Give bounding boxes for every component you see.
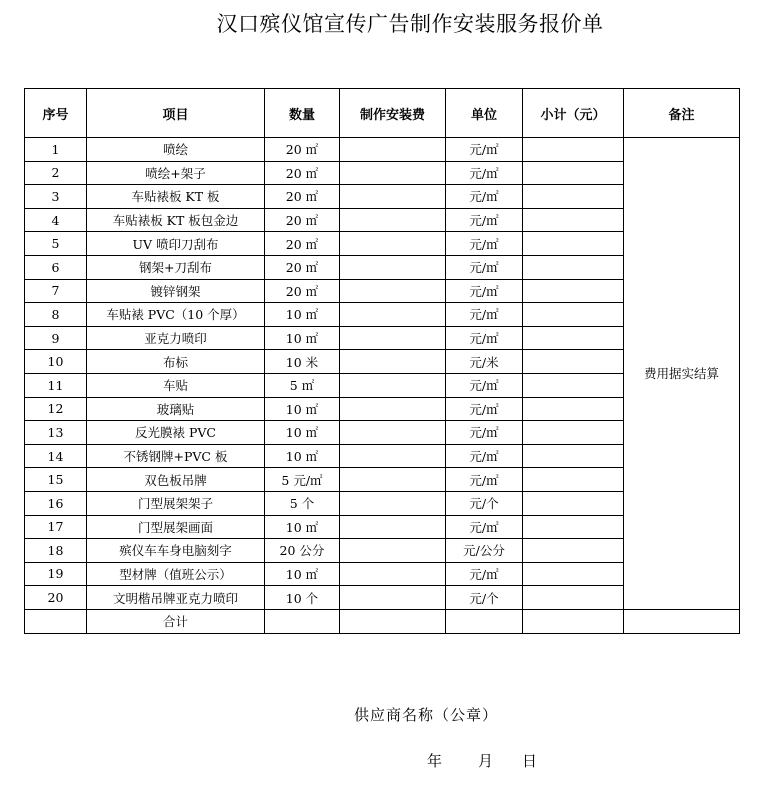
total-subtotal	[523, 609, 624, 633]
row-fee	[340, 373, 446, 397]
row-qty: 20 ㎡	[265, 185, 340, 209]
row-item: 殡仪车车身电脑刻字	[87, 539, 265, 563]
row-qty: 5 元/㎡	[265, 468, 340, 492]
supplier-label: 供应商名称（公章）	[354, 706, 499, 724]
row-qty: 20 ㎡	[265, 232, 340, 256]
row-fee	[340, 303, 446, 327]
row-no: 19	[25, 562, 87, 586]
date-year: 年	[427, 752, 443, 770]
row-subtotal	[523, 444, 624, 468]
row-subtotal	[523, 161, 624, 185]
row-subtotal	[523, 421, 624, 445]
quote-table	[24, 88, 740, 634]
row-subtotal	[523, 397, 624, 421]
row-qty: 5 ㎡	[265, 373, 340, 397]
total-unit	[446, 609, 523, 633]
row-fee	[340, 326, 446, 350]
header-unit: 单位	[446, 89, 523, 138]
row-no: 5	[25, 232, 87, 256]
row-subtotal	[523, 255, 624, 279]
row-qty: 20 ㎡	[265, 279, 340, 303]
row-item: 门型展架画面	[87, 515, 265, 539]
row-unit: 元/㎡	[446, 444, 523, 468]
row-fee	[340, 350, 446, 374]
row-qty: 5 个	[265, 491, 340, 515]
row-subtotal	[523, 232, 624, 256]
row-fee	[340, 232, 446, 256]
header-qty: 数量	[265, 89, 340, 138]
row-subtotal	[523, 586, 624, 610]
row-unit: 元/米	[446, 350, 523, 374]
row-item: 钢架+刀刮布	[87, 255, 265, 279]
header-row	[25, 89, 740, 138]
row-item: 车贴裱 PVC（10 个厚）	[87, 303, 265, 327]
row-item: 玻璃贴	[87, 397, 265, 421]
row-item: 镀锌钢架	[87, 279, 265, 303]
row-item: 亚克力喷印	[87, 326, 265, 350]
row-item: 车贴裱板 KT 板	[87, 185, 265, 209]
row-qty: 20 公分	[265, 539, 340, 563]
row-fee	[340, 586, 446, 610]
row-unit: 元/个	[446, 586, 523, 610]
row-fee	[340, 491, 446, 515]
header-no: 序号	[25, 89, 87, 138]
header-remark: 备注	[624, 89, 740, 138]
row-unit: 元/㎡	[446, 303, 523, 327]
row-no: 17	[25, 515, 87, 539]
row-item: 喷绘	[87, 138, 265, 162]
date-day: 日	[522, 752, 538, 770]
row-qty: 10 ㎡	[265, 326, 340, 350]
row-fee	[340, 515, 446, 539]
row-unit: 元/㎡	[446, 232, 523, 256]
row-fee	[340, 208, 446, 232]
row-no: 10	[25, 350, 87, 374]
row-item: 喷绘+架子	[87, 161, 265, 185]
row-unit: 元/㎡	[446, 468, 523, 492]
row-no: 13	[25, 421, 87, 445]
row-unit: 元/㎡	[446, 208, 523, 232]
row-no: 3	[25, 185, 87, 209]
row-fee	[340, 539, 446, 563]
row-subtotal	[523, 138, 624, 162]
row-qty: 10 ㎡	[265, 421, 340, 445]
row-item: 型材牌（值班公示）	[87, 562, 265, 586]
row-qty: 20 ㎡	[265, 161, 340, 185]
row-unit: 元/㎡	[446, 373, 523, 397]
row-subtotal	[523, 185, 624, 209]
row-no: 2	[25, 161, 87, 185]
row-qty: 10 ㎡	[265, 562, 340, 586]
row-fee	[340, 185, 446, 209]
row-item: 门型展架架子	[87, 491, 265, 515]
document-title: 汉口殡仪馆宣传广告制作安装服务报价单	[216, 12, 604, 36]
date-month: 月	[478, 752, 494, 770]
row-subtotal	[523, 491, 624, 515]
row-no: 6	[25, 255, 87, 279]
row-fee	[340, 138, 446, 162]
row-subtotal	[523, 562, 624, 586]
total-qty	[265, 609, 340, 633]
header-fee: 制作安装费	[340, 89, 446, 138]
row-unit: 元/个	[446, 491, 523, 515]
row-no: 14	[25, 444, 87, 468]
row-unit: 元/㎡	[446, 326, 523, 350]
total-row	[25, 609, 740, 633]
row-qty: 10 ㎡	[265, 515, 340, 539]
row-subtotal	[523, 279, 624, 303]
row-no: 12	[25, 397, 87, 421]
row-fee	[340, 279, 446, 303]
total-no	[25, 609, 87, 633]
row-qty: 10 ㎡	[265, 444, 340, 468]
row-unit: 元/㎡	[446, 562, 523, 586]
row-unit: 元/㎡	[446, 397, 523, 421]
row-fee	[340, 255, 446, 279]
row-unit: 元/㎡	[446, 161, 523, 185]
row-qty: 10 米	[265, 350, 340, 374]
row-item: 车贴	[87, 373, 265, 397]
total-remark	[624, 609, 740, 633]
row-subtotal	[523, 539, 624, 563]
row-no: 11	[25, 373, 87, 397]
row-item: 车贴裱板 KT 板包金边	[87, 208, 265, 232]
row-fee	[340, 468, 446, 492]
row-subtotal	[523, 303, 624, 327]
row-unit: 元/㎡	[446, 515, 523, 539]
row-unit: 元/㎡	[446, 185, 523, 209]
row-no: 8	[25, 303, 87, 327]
row-qty: 10 ㎡	[265, 397, 340, 421]
remark-cell: 费用据实结算	[624, 138, 740, 610]
row-fee	[340, 421, 446, 445]
row-item: 布标	[87, 350, 265, 374]
row-unit: 元/公分	[446, 539, 523, 563]
row-qty: 20 ㎡	[265, 208, 340, 232]
row-no: 16	[25, 491, 87, 515]
row-no: 4	[25, 208, 87, 232]
row-unit: 元/㎡	[446, 255, 523, 279]
row-qty: 20 ㎡	[265, 138, 340, 162]
row-unit: 元/㎡	[446, 138, 523, 162]
row-unit: 元/㎡	[446, 421, 523, 445]
header-subtotal: 小计（元）	[523, 89, 624, 138]
row-no: 18	[25, 539, 87, 563]
row-item: 不锈钢牌+PVC 板	[87, 444, 265, 468]
row-no: 7	[25, 279, 87, 303]
row-item: 文明楷吊牌亚克力喷印	[87, 586, 265, 610]
row-subtotal	[523, 515, 624, 539]
total-label: 合计	[87, 609, 265, 633]
row-no: 1	[25, 138, 87, 162]
row-no: 20	[25, 586, 87, 610]
table-row	[25, 138, 740, 162]
row-item: UV 喷印刀刮布	[87, 232, 265, 256]
row-qty: 20 ㎡	[265, 255, 340, 279]
row-subtotal	[523, 208, 624, 232]
row-fee	[340, 397, 446, 421]
row-subtotal	[523, 350, 624, 374]
row-unit: 元/㎡	[446, 279, 523, 303]
row-no: 9	[25, 326, 87, 350]
total-fee	[340, 609, 446, 633]
row-qty: 10 ㎡	[265, 303, 340, 327]
row-no: 15	[25, 468, 87, 492]
row-item: 反光膜裱 PVC	[87, 421, 265, 445]
row-fee	[340, 444, 446, 468]
row-fee	[340, 562, 446, 586]
row-subtotal	[523, 468, 624, 492]
row-subtotal	[523, 373, 624, 397]
row-fee	[340, 161, 446, 185]
row-qty: 10 个	[265, 586, 340, 610]
header-item: 项目	[87, 89, 265, 138]
row-subtotal	[523, 326, 624, 350]
row-item: 双色板吊牌	[87, 468, 265, 492]
